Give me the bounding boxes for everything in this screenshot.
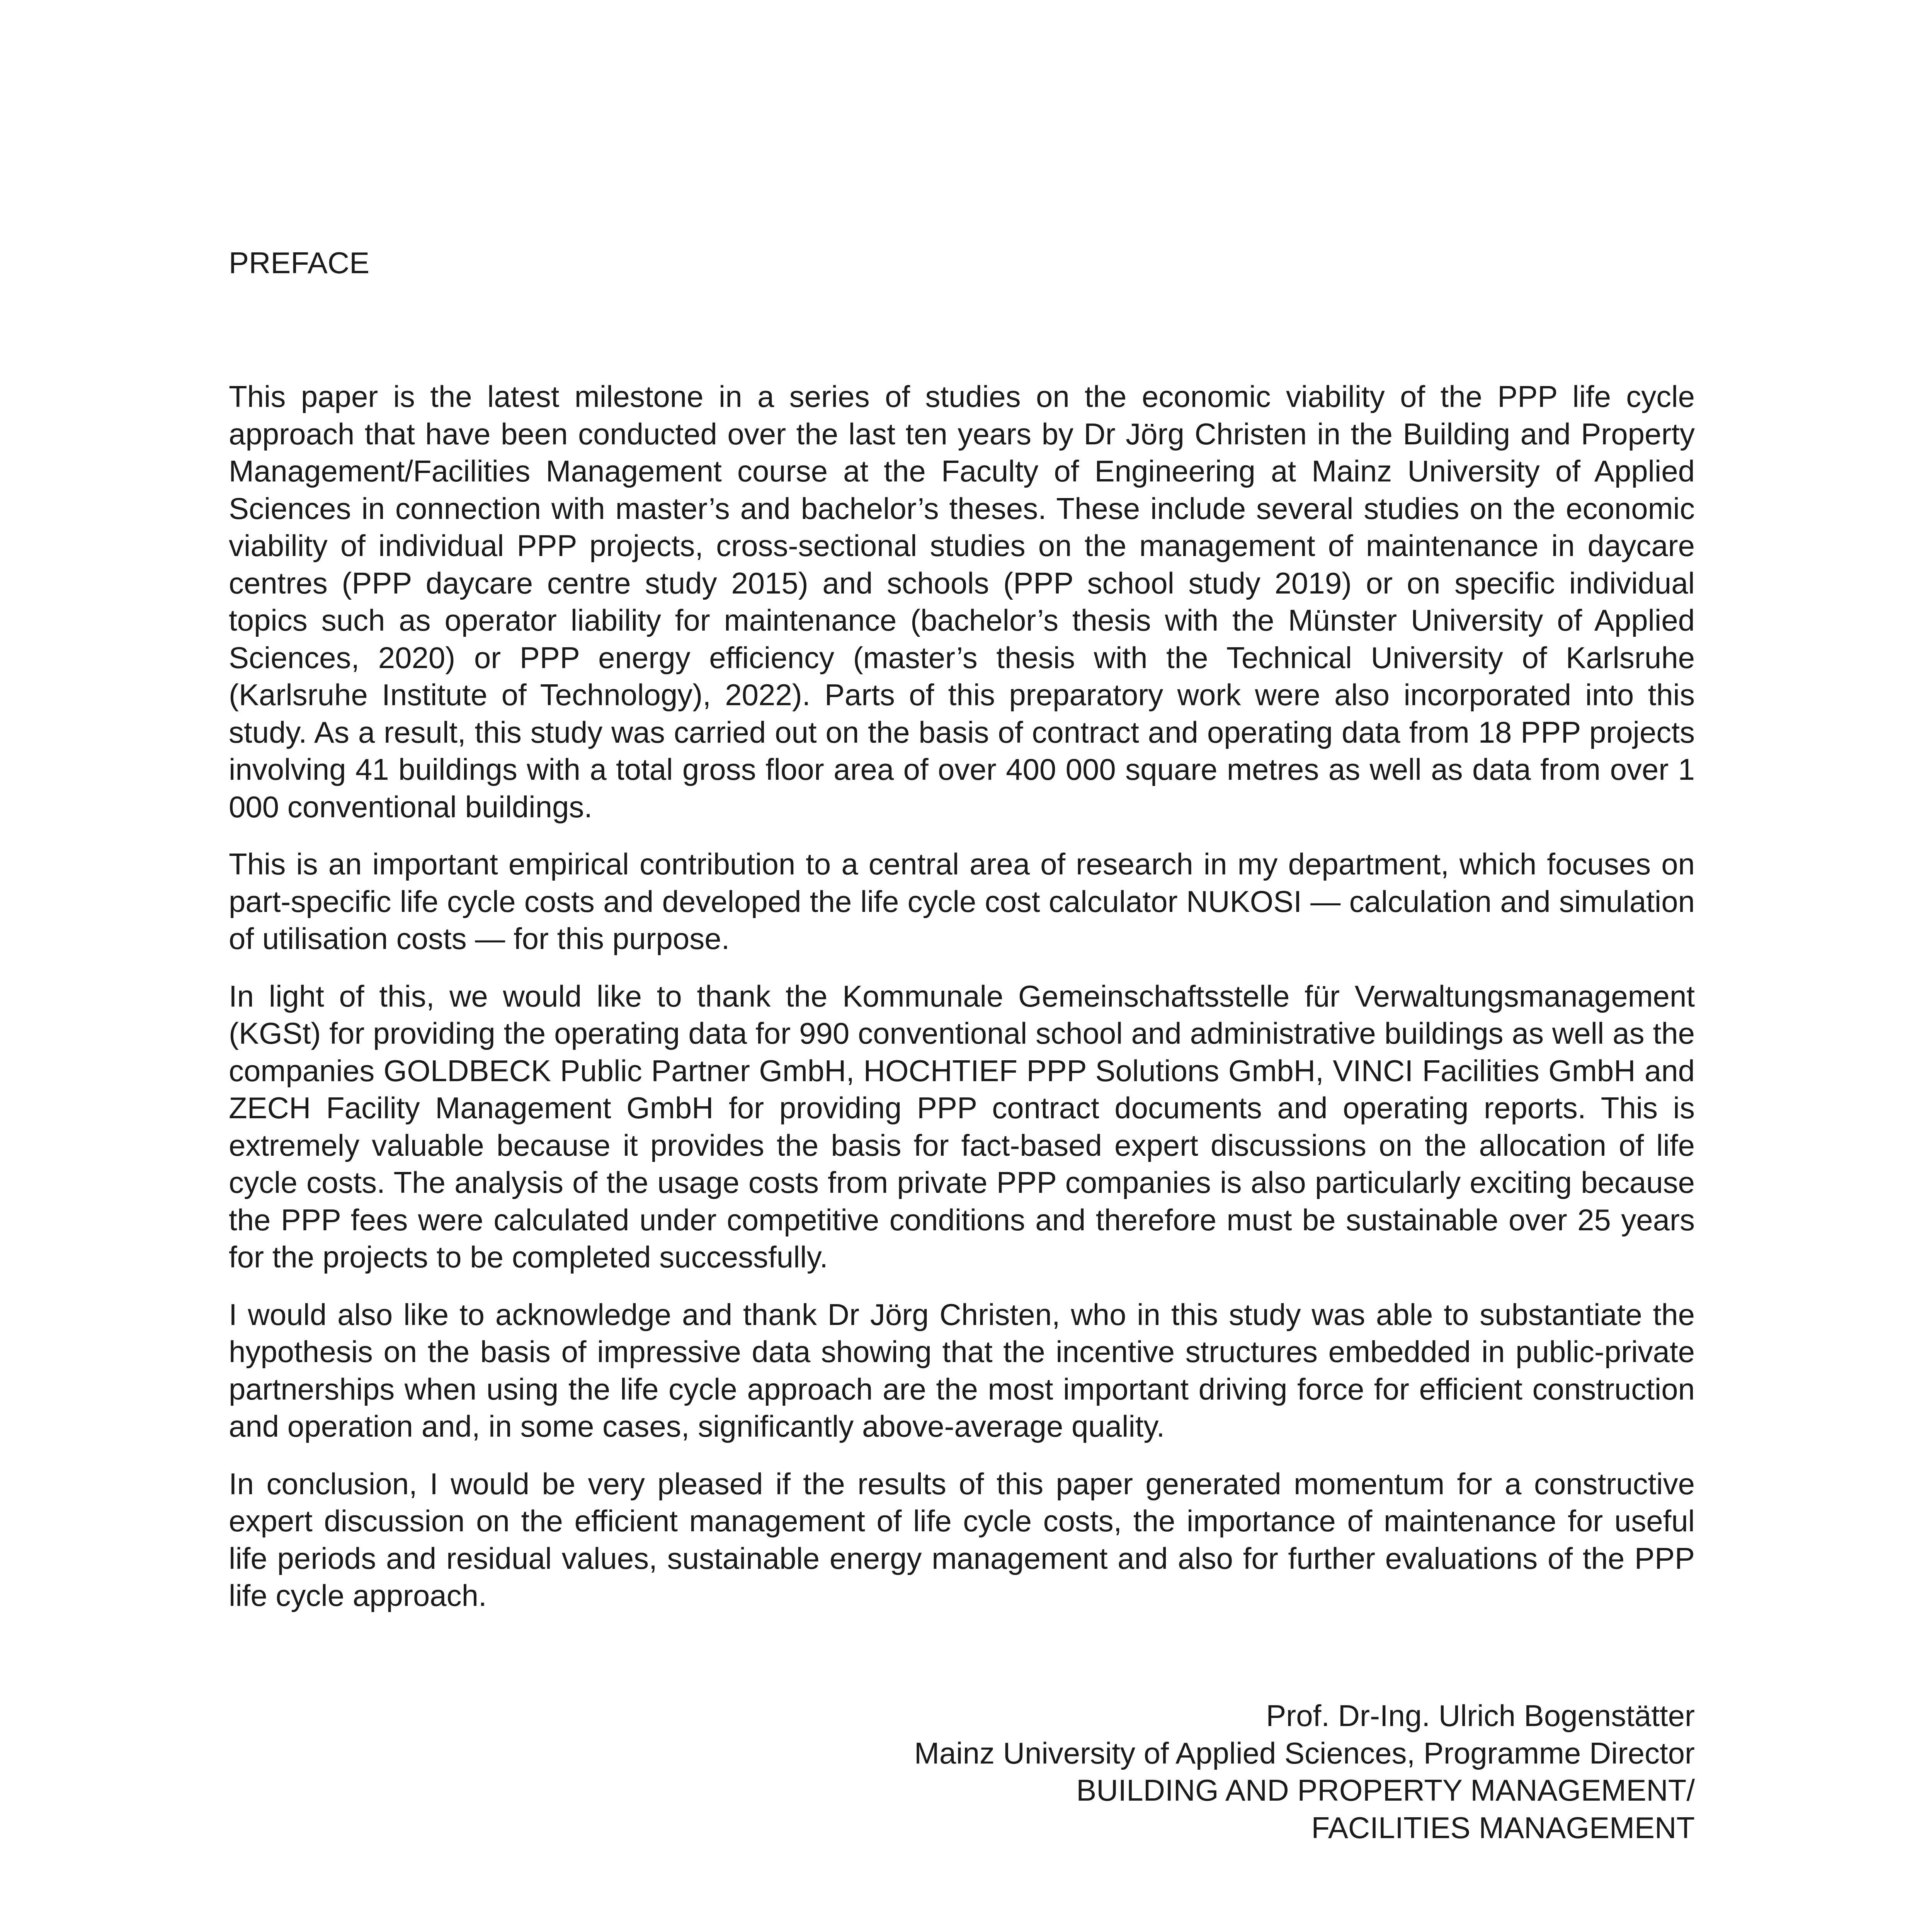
page-title: PREFACE [229, 246, 370, 280]
preface-body [229, 378, 1695, 1634]
paragraph-4: I would also like to acknowledge and thank Dr Jörg Christen, who in this study was able to substantiate the hypothesis on the basis of impressive data showing that the incentive structures embedded in public-private partnerships when using the life cycle approach are the most important driving force for efficient construction and operation and, in some cases, significantly above-average quality. [229, 1297, 1695, 1443]
signature-affiliation: Mainz University of Applied Sciences, Programme Director [914, 1736, 1695, 1770]
paragraph-1: This paper is the latest milestone in a series of studies on the economic viability of the PPP life cycle approach that have been conducted over the last ten years by Dr Jörg Christen in the Building and Property Management/Facilities Management course at the Faculty of Engineering at Mainz University of Applied Sciences in connection with master’s and bachelor’s theses. These include several studies on the economic viability of individual PPP projects, cross-sectional studies on the management of maintenance in daycare centres (PPP daycare centre study 2015) and schools (PPP school study 2019) or on specific individual topics such as operator liability for maintenance (bachelor’s thesis with the Münster University of Applied Sciences, 2020) or PPP energy efficiency (master’s thesis with the Technical University of Karlsruhe (Karlsruhe Institute of Technology), 2022). Parts of this preparatory work were also incorporated into this study. As a result, this study was carried out on the basis of contract and operating data from 18 PPP projects involving 41 buildings with a total gross floor area of over 400 000 square metres as well as data from over 1 000 conventional buildings. [229, 379, 1695, 824]
signature-block [580, 1697, 1695, 1846]
signature-department-line-1: BUILDING AND PROPERTY MANAGEMENT/ [1076, 1773, 1695, 1807]
paragraph-3: In light of this, we would like to thank the Kommunale Gemeinschaftsstelle für Verwaltungsmanagement (KGSt) for providing the operating data for 990 conventional school and administrative buildings as well as the companies GOLDBECK Public Partner GmbH, HOCHTIEF PPP Solutions GmbH, VINCI Facilities GmbH and ZECH Facility Management GmbH for providing PPP contract documents and operating reports. This is extremely valuable because it provides the basis for fact-based expert discussions on the allocation of life cycle costs. The analysis of the usage costs from private PPP companies is also particularly exciting because the PPP fees were calculated under competitive conditions and therefore must be sustainable over 25 years for the projects to be completed successfully. [229, 979, 1695, 1274]
signature-name: Prof. Dr-Ing. Ulrich Bogenstätter [1266, 1699, 1695, 1733]
signature-department-line-2: FACILITIES MANAGEMENT [1311, 1810, 1695, 1845]
paragraph-2: This is an important empirical contribution to a central area of research in my department, which focuses on part-specific life cycle costs and developed the life cycle cost calculator NUKOSI — calculation and simulation of utilisation costs — for this purpose. [229, 847, 1695, 956]
paragraph-5: In conclusion, I would be very pleased if the results of this paper generated momentum for a constructive expert discussion on the efficient management of life cycle costs, the importance of maintenance for useful life periods and residual values, sustainable energy management and also for further evaluations of the PPP life cycle approach. [229, 1466, 1695, 1612]
